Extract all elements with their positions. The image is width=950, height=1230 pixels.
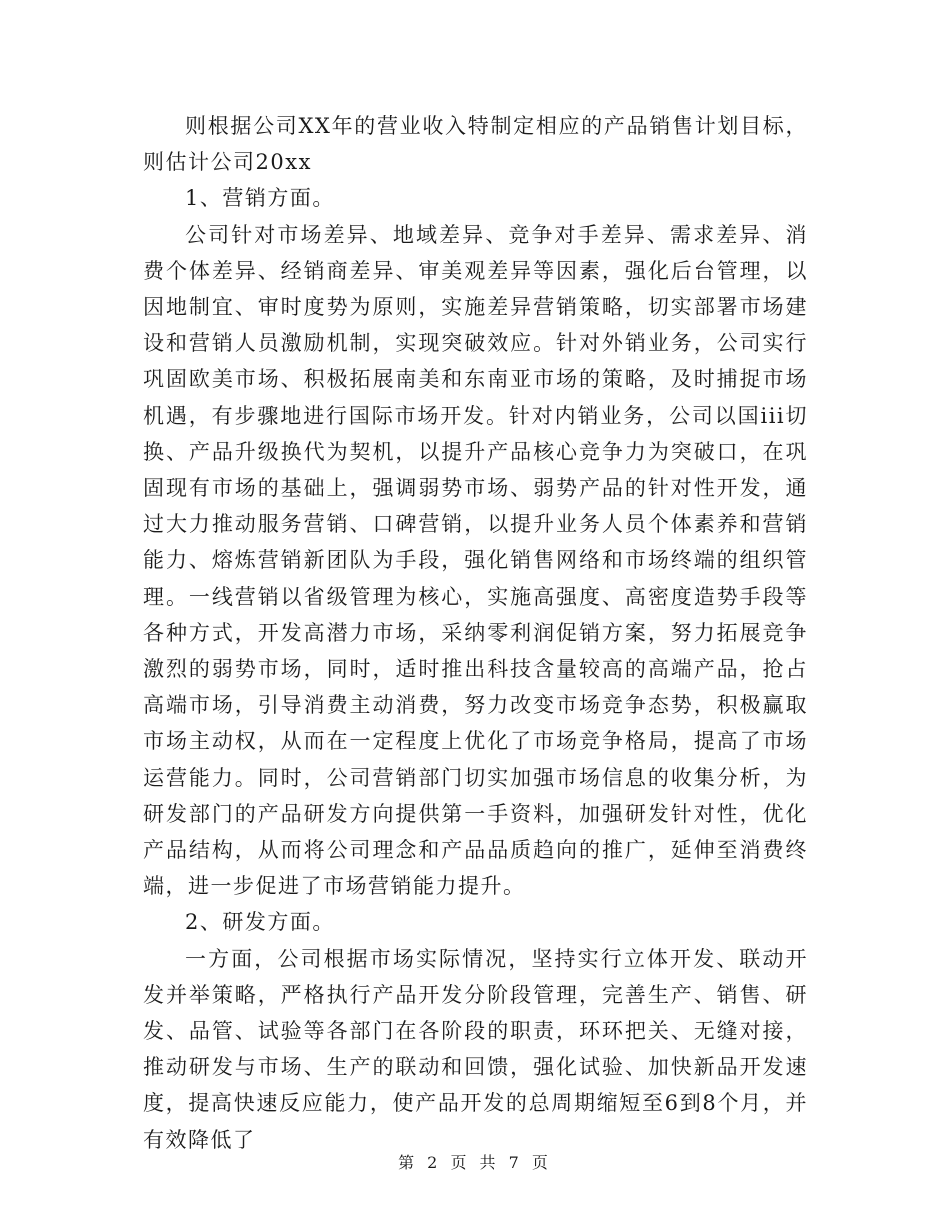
paragraph-marketing: 公司针对市场差异、地域差异、竞争对手差异、需求差异、消费个体差异、经销商差异、审美观差异等因素，强化后台管理，以因地制宜、审时度势为原则，实施差异营销策略，切实部署市场建设和营销人员激励机制，实现突破效应。针对外销业务，公司实行巩固欧美市场、积极拓展南美和东南亚市场的策略，及时捕捉市场机遇，有步骤地进行国际市场开发。针对内销业务，公司以国iii切换、产品升级换代为契机，以提升产品核心竞争力为突破口，在巩固现有市场的基础上，强调弱势市场、弱势产品的针对性开发，通过大力推动服务营销、口碑营销，以提升业务人员个体素养和营销能力、熔炼营销新团队为手段，强化销售网络和市场终端的组织管理。一线营销以省级管理为核心，实施高强度、高密度造势手段等各种方式，开发高潜力市场，采纳零利润促销方案，努力拓展竞争激烈的弱势市场，同时，适时推出科技含量较高的高端产品，抢占高端市场，引导消费主动消费，努力改变市场竞争态势，积极赢取市场主动权，从而在一定程度上优化了市场竞争格局，提高了市场运营能力。同时，公司营销部门切实加强市场信息的收集分析，为研发部门的产品研发方向提供第一手资料，加强研发针对性，优化产品结构，从而将公司理念和产品品质趋向的推广，延伸至消费终端，进一步促进了市场营销能力提升。	[143, 222, 808, 899]
section-heading-rnd: 2、研发方面。	[185, 910, 335, 935]
section-heading-marketing: 1、营销方面。	[185, 186, 335, 211]
paragraph-rnd: 一方面，公司根据市场实际情况，坚持实行立体开发、联动开发并举策略，严格执行产品开发分阶段管理，完善生产、销售、研发、品管、试验等各部门在各阶段的职责，环环把关、无缝对接，推动研发与市场、生产的联动和回馈，强化试验、加快新品开发速度，提高快速反应能力，使产品开发的总周期缩短至6到8个月，并有效降低了	[143, 946, 808, 1152]
paragraph-intro: 则根据公司XX年的营业收入特制定相应的产品销售计划目标，则估计公司20xx	[143, 114, 808, 175]
page-footer: 第 2 页 共 7 页	[398, 1153, 552, 1172]
document-body	[143, 108, 808, 1158]
